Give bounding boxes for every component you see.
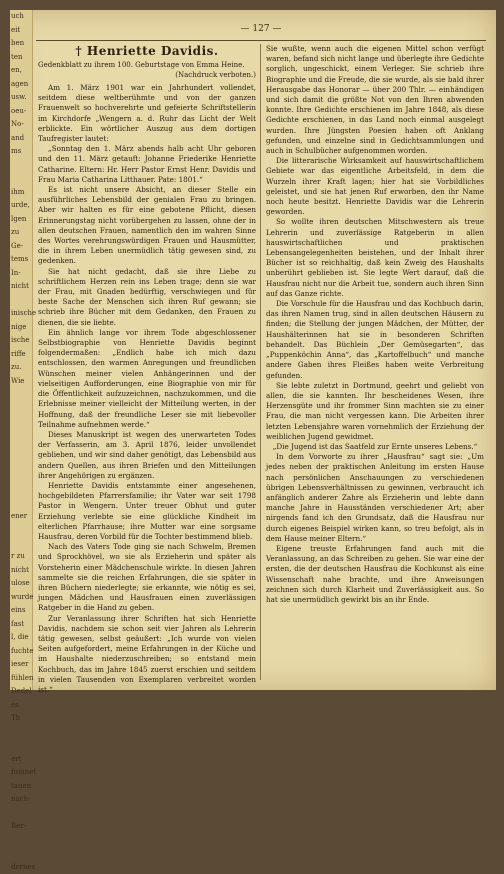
margin-fragment: ische xyxy=(10,334,32,348)
paragraph: In dem Vorworte zu ihrer „Hausfrau“ sagt sie: „Um jedes neben der praktischen Anleitung im ersten Hause nach persönlichen Anschauungen zu verschiedenen übrigen Lebensverhältnissen zu gewinnen, verbraucht ich anfänglich anderer Zahre als Erzieherin und lebte dann manche Jahre in Hausständen verschiedener Art; aber nirgends fand ich den Grundsatz, daß die Hausfrau nur durch eigenes Beispiel wirken kann, so treu befolgt, als in dem Hause meiner Eltern.“ xyxy=(266,452,484,544)
margin-fragment: Wie xyxy=(10,375,32,389)
margin-fragment: ten xyxy=(10,51,32,65)
margin-fragment: ms xyxy=(10,145,32,159)
margin-fragment: ihm xyxy=(10,186,32,200)
paragraph: Die Vorschule für die Hausfrau und das Kochbuch darin, das ihren Namen trug, sind in allen deutschen Häusern zu finden; die Stellung der jungen Mädchen, der Mütter, der Haushälterinnen hat sie in besonderen Schriften behandelt. Das Büchlein „Der Gemüsegarten“, das „Puppenköchin Anna“, das „Kartoffelbuch“ und manche andere Gaben ihres Fleißes haben weite Verbreitung gefunden. xyxy=(266,299,484,381)
margin-fragment: No- xyxy=(10,118,32,132)
margin-fragment: Ge- xyxy=(10,240,32,254)
margin-fragment: oeu- xyxy=(10,105,32,119)
book-page xyxy=(10,10,496,690)
margin-fragment: ulose xyxy=(10,577,32,591)
paragraph: Ein ähnlich lange vor ihrem Tode abgeschlossener Selbstbiographie von Henriette Davidis beginnt folgendermaßen: „Endlich habe ich mich dazu entschlossen, den warmen Anregungen und freundlichen Wünschen meiner vielen Anhängerinnen und der vielseitigen Aufforderungen, eine Biographie von mir für die Öffentlichkeit aufzuzeichnen, nachzukommen, und die Erlebnisse meiner vielleicht der Mitteilung werten, in der Hoffnung, daß der freundliche Leser sie mit liebevoller Teilnahme aufnehmen werde.“ xyxy=(38,328,256,430)
margin-fragment: es xyxy=(10,699,32,713)
right-column xyxy=(266,44,484,684)
margin-fragment: en, xyxy=(10,64,32,78)
margin-fragment: riffe xyxy=(10,348,32,362)
margin-fragment: fuchte xyxy=(10,645,32,659)
margin-fragment: nicht xyxy=(10,280,32,294)
margin-fragment: In- xyxy=(10,267,32,281)
margin-fragment: Dedel xyxy=(10,685,32,699)
margin-fragment xyxy=(10,834,32,848)
margin-fragment: l, die xyxy=(10,631,32,645)
margin-fragment: uch xyxy=(10,10,32,24)
page-header xyxy=(36,24,486,41)
margin-fragment: zu. xyxy=(10,361,32,375)
paragraph: Sie wußte, wenn auch die eigenen Mittel schon verfügt waren, befand sich nicht lange und überlegte ihre Gedichte sorglich, ungeschickt, einem Verleger. Sie schrieb ihre Biographie und die Freude, die sie wurde, als sie bald ihrer Herausgabe das Honorar — über 200 Thlr. — einhändigen und sich damit die größte Not von den Ihren abwenden konnte. Ihre Gedichte erschienen im Jahre 1848, als diese Gedichte erschienen, in das Land noch einmal ausgelegt wurden. Ihre Jüngsten Poesien haben oft Anklang gefunden, und einzelne sind in Gedichtsammlungen und auch in Schulbücher aufgenommen worden. xyxy=(266,44,484,156)
left-column xyxy=(38,44,256,684)
margin-fragment xyxy=(10,496,32,510)
margin-fragment xyxy=(10,469,32,483)
quote: „Die Jugend ist das Saatfeld zur Ernte unseres Lebens.“ xyxy=(266,442,484,452)
margin-fragment: fühlen xyxy=(10,672,32,686)
margin-fragment xyxy=(10,483,32,497)
margin-fragment xyxy=(10,294,32,308)
margin-fragment: nach- xyxy=(10,793,32,807)
margin-fragment xyxy=(10,456,32,470)
margin-fragment: ener xyxy=(10,510,32,524)
paragraph: Am 1. März 1901 war ein Jahrhundert vollendet, seitdem diese weltberühmte und von der ganzen Frauenwelt so hochverehrte und gefeierte Schriftstellerin im Kirchdorfe „Wengern a. d. Ruhr das Licht der Welt erblickte. Ein wörtlicher Auszug aus dem dortigen Taufregister lautet: xyxy=(38,83,256,144)
margin-fragment xyxy=(10,807,32,821)
paragraph: Die litterarische Wirksamkeit auf hauswirtschaftlichem Gebiete war das eigentliche Arbeitsfeld, in dem die Wurzeln ihrer Kraft lagen; hier hat sie Vorbildliches geleistet, und sie hat jenen Ruf erworben, den ihr Name noch heute besitzt. Henriette Davidis war die Lehrerin geworden. xyxy=(266,156,484,217)
paragraph: Eigene treuste Erfahrungen fand auch mit die Veranlassung, an das Schreiben zu gehen. Sie war eine der ersten, die der deutschen Hausfrau die Kochkunst als eine Wissenschaft nahe brachte, und ihre Anweisungen zeichnen sich durch Klarheit und Zuverlässigkeit aus. So hat sie unermüdlich gewirkt bis an ihr Ende. xyxy=(266,544,484,605)
margin-fragment: fast xyxy=(10,618,32,632)
paragraph: Es ist nicht unsere Absicht, an dieser Stelle ein ausführliches Lebensbild der genialen Frau zu bringen. Aber wir halten es für eine gebotene Pflicht, diesen Erinnerungstag nicht vorübergehen zu lassen, ohne der in allen deutschen Frauen, namentlich den im wahren Sinne des Wortes verehrungswürdigen Frauen und Hausmütter, die in ihrem Leben unermüdlich tätig gewesen sind, zu gedenken. xyxy=(38,185,256,267)
margin-fragment xyxy=(10,172,32,186)
margin-fragment: tauen xyxy=(10,780,32,794)
margin-fragment: Ber- xyxy=(10,820,32,834)
margin-fragment: zu xyxy=(10,226,32,240)
margin-fragment: nicht xyxy=(10,564,32,578)
margin-fragment: eins xyxy=(10,604,32,618)
margin-fragment xyxy=(10,442,32,456)
margin-fragment: ben xyxy=(10,37,32,51)
paragraph: Sie hat nicht gedacht, daß sie ihre Liebe zu schriftlichem Herzen rein ins Leben trage; denn sie war der Frau, mit Gnaden bedürftig, verschwiegen und für beste Sache der Menschen sich ihren Ruf gewann; sie schrieb ihre Bücher mit dem Gedanken, den Frauen zu dienen, die sie liebte. xyxy=(38,267,256,328)
column-divider xyxy=(260,44,261,680)
page-number: — 127 — xyxy=(241,24,282,34)
margin-fragment: lgen xyxy=(10,213,32,227)
margin-fragment: usw. xyxy=(10,91,32,105)
margin-fragment: ert xyxy=(10,753,32,767)
margin-fragment xyxy=(10,429,32,443)
margin-fragment: inische xyxy=(10,307,32,321)
margin-fragment xyxy=(10,739,32,753)
margin-fragment xyxy=(10,537,32,551)
article-title: † Henriette Davidis. xyxy=(38,44,256,59)
paragraph: Dieses Manuskript ist wegen des unerwarteten Todes der Verfasserin, am 3. April 1876, leider unvollendet geblieben, und wir sind daher genötigt, das Lebensbild aus andern Quellen, aus ihren Briefen und den Mitteilungen ihrer Angehörigen zu ergänzen. xyxy=(38,430,256,481)
margin-fragment: Th xyxy=(10,712,32,726)
margin-fragment: wurde xyxy=(10,591,32,605)
previous-page-edge xyxy=(10,10,33,690)
margin-fragment: ieser xyxy=(10,658,32,672)
paragraph: Sie lebte zuletzt in Dortmund, geehrt und geliebt von allen, die sie kannten. Ihr bescheidenes Wesen, ihre Herzensgüte und ihr frommer Sinn machten sie zu einer Frau, die man nicht vergessen kann. Die Arbeiten ihrer letzten Lebensjahre waren vornehmlich der Erziehung der weiblichen Jugend gewidmet. xyxy=(266,381,484,442)
margin-fragment: fumnet xyxy=(10,766,32,780)
paragraph: Zur Veranlassung ihrer Schriften hat sich Henriette Davidis, nachdem sie schon seit vier Jahren als Lehrerin tätig gewesen, selbst geäußert: „Ich wurde von vielen Seiten aufgefordert, meine Erfahrungen in der Küche und im Haushalte niederzuschreiben; so entstand mein Kochbuch, das im Jahre 1845 zuerst erschien und seitdem in vielen Tausenden von Exemplaren verbreitet worden ist.“ xyxy=(38,614,256,696)
margin-fragment xyxy=(10,388,32,402)
margin-fragment xyxy=(10,726,32,740)
copyright-note: (Nachdruck verboten.) xyxy=(38,71,256,80)
margin-fragment xyxy=(10,847,32,861)
margin-fragment xyxy=(10,415,32,429)
article-subtitle: Gedenkblatt zu ihrem 100. Geburtstage von Emma Heine. xyxy=(38,61,256,70)
margin-fragment: dernes xyxy=(10,861,32,874)
paragraph: Nach des Vaters Tode ging sie nach Schwelm, Bremen und Sprockhövel, wo sie als Erzieherin und später als Vorsteherin einer Mädchenschule wirkte. In diesen Jahren sammelte sie die reichen Erfahrungen, die sie später in ihren Büchern niederlegte; sie erkannte, wie nötig es sei, jungen Mädchen und Hausfrauen einen zuverlässigen Ratgeber in die Hand zu geben. xyxy=(38,542,256,613)
margin-fragment xyxy=(10,402,32,416)
margin-fragment: r zu xyxy=(10,550,32,564)
margin-fragment: agen xyxy=(10,78,32,92)
margin-fragment: nige xyxy=(10,321,32,335)
margin-fragment: urde, xyxy=(10,199,32,213)
margin-fragment: eit xyxy=(10,24,32,38)
margin-fragment: tems xyxy=(10,253,32,267)
margin-fragment xyxy=(10,523,32,537)
paragraph: „Sonntag den 1. März abends halb acht Uhr geboren und den 11. März getauft: Johanne Friederike Henriette Catharine. Eltern: Hr. Herr Pastor Ernst Henr. Davidis und Frau Maria Catharina Litthauer. Pate: 1801.“ xyxy=(38,144,256,185)
paragraph: So wollte ihren deutschen Mitschwestern als treue Lehrerin und zuverlässige Ratgeberin in allen hauswirtschaftlichen und praktischen Lebensangelegenheiten beistehen, und der Inhalt ihrer Bücher ist so reichhaltig, daß kein Zweig des Haushalts unberührt geblieben ist. Sie legte Wert darauf, daß die Hausfrau nicht nur die Arbeit tue, sondern auch ihren Sinn auf das Ganze richte. xyxy=(266,217,484,299)
margin-fragment: and xyxy=(10,132,32,146)
paragraph: Henriette Davidis entstammte einer angesehenen, hochgebildeten Pfarrersfamilie; ihr Vater war seit 1798 Pastor in Wengern. Unter treuer Obhut und guter Erziehung verlebte sie eine glückliche Kindheit im elterlichen Pfarrhause; ihre Mutter war eine sorgsame Hausfrau, deren Vorbild für die Tochter bestimmend blieb. xyxy=(38,481,256,542)
margin-fragment xyxy=(10,159,32,173)
